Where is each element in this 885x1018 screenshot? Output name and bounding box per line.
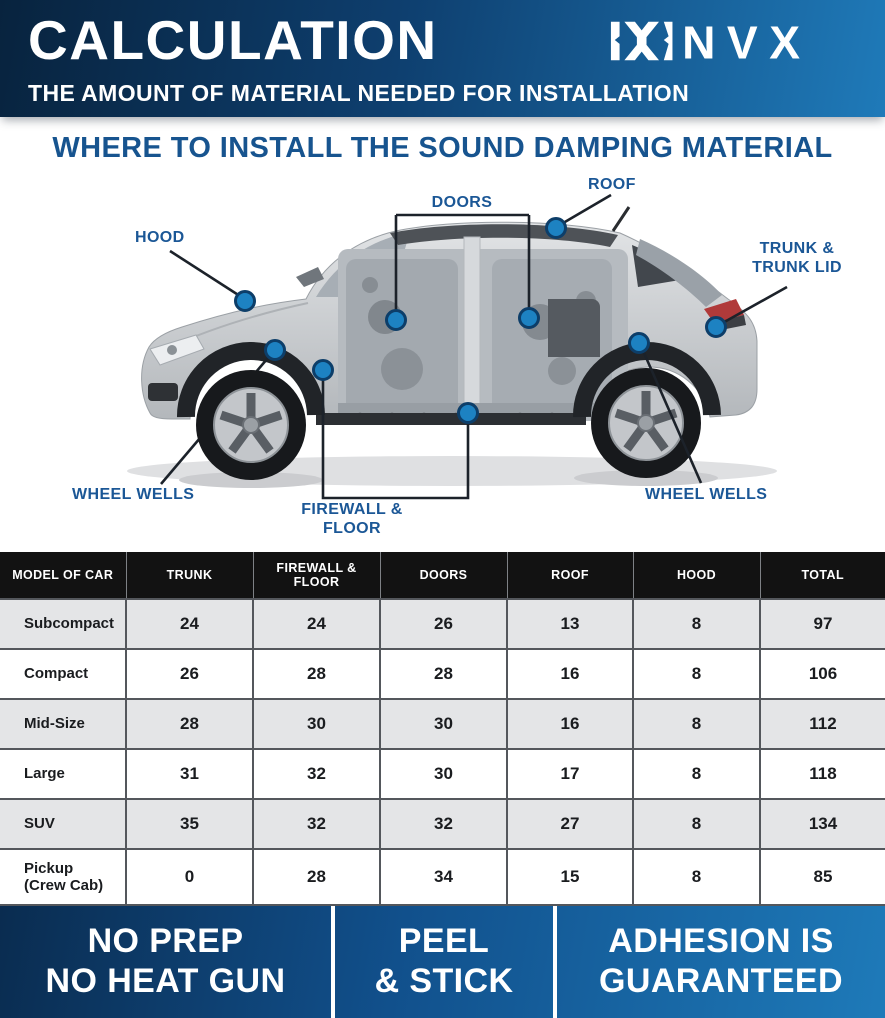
cell-roof: 27 [507, 799, 633, 849]
model-name: Compact [0, 649, 126, 699]
diagram-heading: WHERE TO INSTALL THE SOUND DAMPING MATERIAL [52, 132, 833, 164]
table-header-row [0, 552, 885, 599]
roof-pointer-line [558, 195, 611, 226]
cell-firewall-floor: 30 [253, 699, 380, 749]
cell-doors: 28 [380, 649, 507, 699]
firewall-marker-dot [314, 361, 333, 380]
cell-roof: 13 [507, 599, 633, 649]
badge-adhesion-line2: GUARANTEED [599, 962, 843, 1000]
cell-total: 118 [760, 749, 885, 799]
col-model-of-car: MODEL OF CAR [0, 552, 126, 599]
table-row-compact [0, 649, 885, 699]
page-title: CALCULATION [28, 9, 438, 71]
cell-roof: 15 [507, 849, 633, 905]
cell-total: 97 [760, 599, 885, 649]
badge-no-prep-line2: NO HEAT GUN [45, 962, 286, 1000]
badge-no-prep-line1: NO PREP [87, 922, 244, 961]
label-firewall-line2: FLOOR [322, 519, 381, 537]
cell-total: 112 [760, 699, 885, 749]
table-row-subcompact [0, 599, 885, 649]
trunk-marker-dot [707, 318, 726, 337]
cell-doors: 34 [380, 849, 507, 905]
cell-hood: 8 [633, 599, 760, 649]
label-hood: HOOD [135, 229, 185, 246]
badge-no-prep [0, 906, 331, 1018]
front-wheel [196, 370, 306, 480]
table-row-suv [0, 799, 885, 849]
cell-trunk: 35 [126, 799, 253, 849]
cell-doors: 32 [380, 799, 507, 849]
nvx-logo-graphic [609, 16, 859, 66]
install-diagram-section [0, 117, 885, 552]
cell-trunk: 0 [126, 849, 253, 905]
badge-peel-stick-line1: PEEL [398, 922, 490, 961]
cell-trunk: 28 [126, 699, 253, 749]
cell-hood: 8 [633, 799, 760, 849]
table-row-large [0, 749, 885, 799]
label-roof: ROOF [588, 176, 636, 193]
nvx-logo-text: NVX [682, 16, 812, 66]
front-wheel-well-marker-dot [266, 341, 285, 360]
cell-hood: 8 [633, 699, 760, 749]
label-wheel-wells-right: WHEEL WELLS [645, 486, 768, 503]
badge-peel-stick [331, 906, 553, 1018]
model-name: Large [0, 749, 126, 799]
header-banner [0, 0, 885, 117]
col-firewall-floor: FIREWALL & FLOOR [253, 552, 380, 599]
cell-firewall-floor: 24 [253, 599, 380, 649]
cell-firewall-floor: 28 [253, 649, 380, 699]
cell-total: 134 [760, 799, 885, 849]
table-row-pickup-crew-cab [0, 849, 885, 905]
cell-firewall-floor: 32 [253, 799, 380, 849]
footer-benefits-bar [0, 906, 885, 1018]
material-amount-table [0, 552, 885, 906]
table-row-mid-size [0, 699, 885, 749]
cell-roof: 17 [507, 749, 633, 799]
label-trunk-line2: TRUNK LID [752, 258, 842, 276]
front-door-marker-dot [387, 311, 406, 330]
label-trunk-line1: TRUNK & [759, 240, 835, 257]
rear-door-marker-dot [520, 309, 539, 328]
label-firewall-line1: FIREWALL & [301, 501, 403, 518]
cell-firewall-floor: 32 [253, 749, 380, 799]
nvx-x-mark-icon [611, 22, 673, 60]
model-name: SUV [0, 799, 126, 849]
cell-roof: 16 [507, 699, 633, 749]
label-firewall-floor [301, 501, 402, 538]
model-name: Mid-Size [0, 699, 126, 749]
model-name-line1: Pickup [24, 859, 74, 877]
cell-hood: 8 [633, 849, 760, 905]
badge-adhesion [553, 906, 885, 1018]
rear-wheel [591, 368, 701, 478]
header-subtitle: THE AMOUNT OF MATERIAL NEEDED FOR INSTALLATION [28, 80, 690, 106]
hood-marker-dot [236, 292, 255, 311]
nvx-logo [609, 16, 859, 71]
label-doors: DOORS [431, 194, 493, 211]
cell-total: 106 [760, 649, 885, 699]
cell-trunk: 31 [126, 749, 253, 799]
col-roof: ROOF [507, 552, 633, 599]
badge-peel-stick-line2: & STICK [374, 962, 514, 1000]
col-total: TOTAL [760, 552, 885, 599]
cell-roof: 16 [507, 649, 633, 699]
model-name: Subcompact [0, 599, 126, 649]
cell-trunk: 24 [126, 599, 253, 649]
cell-hood: 8 [633, 649, 760, 699]
cell-trunk: 26 [126, 649, 253, 699]
col-hood: HOOD [633, 552, 760, 599]
model-name [0, 849, 126, 905]
roof-marker-dot [547, 219, 566, 238]
cell-doors: 30 [380, 749, 507, 799]
cell-doors: 30 [380, 699, 507, 749]
label-wheel-wells-left: WHEEL WELLS [72, 486, 195, 503]
rear-wheel-well-marker-dot [630, 334, 649, 353]
floor-marker-dot [459, 404, 478, 423]
col-doors: DOORS [380, 552, 507, 599]
hood-pointer-line [170, 251, 243, 298]
cell-total: 85 [760, 849, 885, 905]
cell-doors: 26 [380, 599, 507, 649]
cell-firewall-floor: 28 [253, 849, 380, 905]
badge-adhesion-line1: ADHESION IS [608, 922, 834, 961]
label-trunk-trunk-lid [752, 240, 842, 277]
cell-hood: 8 [633, 749, 760, 799]
model-name-line2: (Crew Cab) [24, 877, 104, 894]
col-trunk: TRUNK [126, 552, 253, 599]
